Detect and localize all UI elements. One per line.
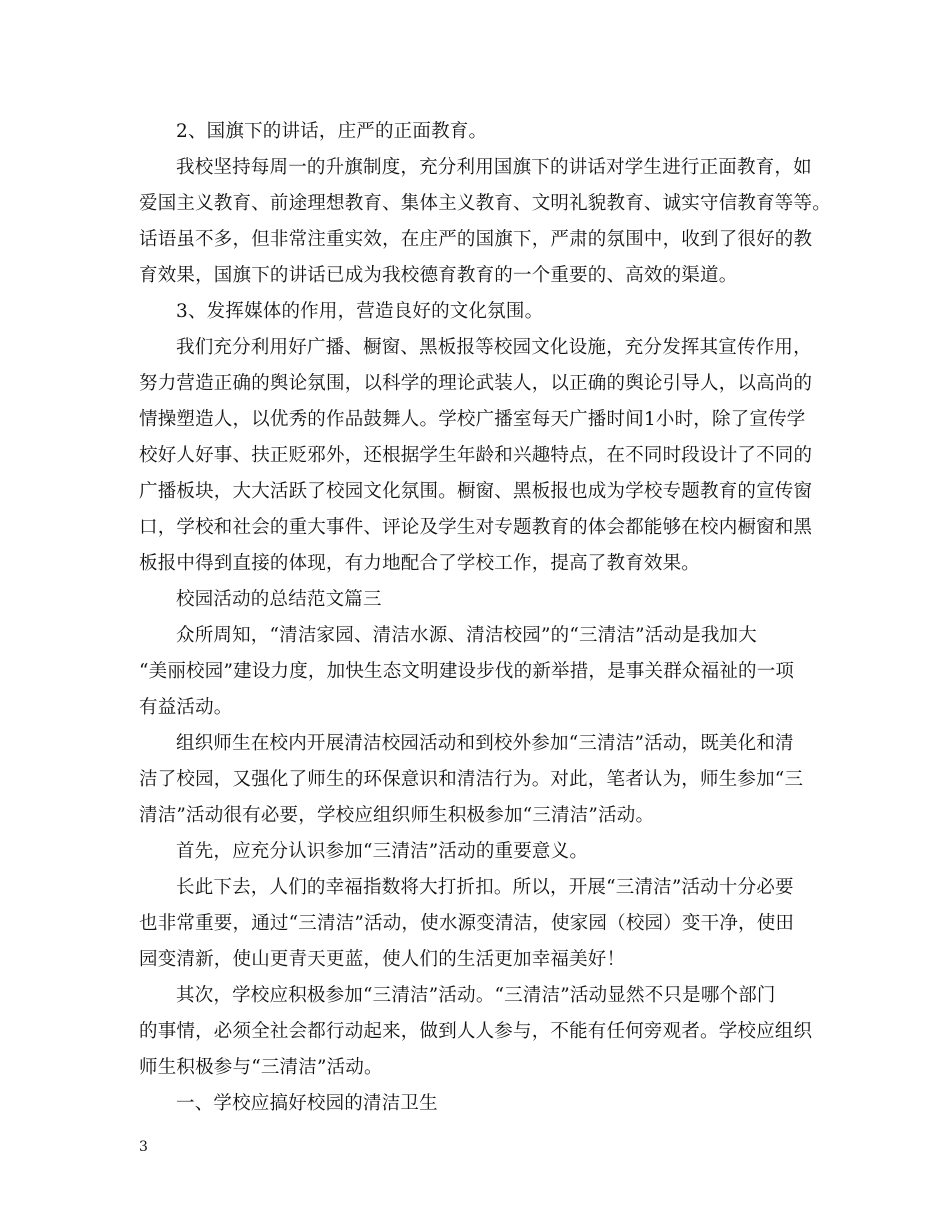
paragraph-line: 板报中得到直接的体现，有力地配合了学校工作，提高了教育效果。 bbox=[139, 553, 701, 574]
section-heading: 3、发挥媒体的作用，营造良好的文化氛围。 bbox=[176, 301, 544, 322]
paragraph-line: 洁了校园，又强化了师生的环保意识和清洁行为。对此，笔者认为，师生参加“三 bbox=[139, 769, 804, 790]
paragraph-line: 校好人好事、扶正贬邪外，还根据学生年龄和兴趣特点，在不同时段设计了不同的 bbox=[139, 445, 813, 466]
paragraph-line: 有益活动。 bbox=[139, 697, 233, 718]
article-title: 校园活动的总结范文篇三 bbox=[176, 589, 382, 610]
paragraph-line: 组织师生在校内开展清洁校园活动和到校外参加“三清洁”活动，既美化和清 bbox=[176, 733, 794, 754]
paragraph-line: 长此下去，人们的幸福指数将大打折扣。所以，开展“三清洁”活动十分必要 bbox=[176, 877, 794, 898]
paragraph-line: 我们充分利用好广播、橱窗、黑板报等校园文化设施，充分发挥其宣传作用， bbox=[176, 337, 812, 358]
paragraph-line: 师生积极参与“三清洁”活动。 bbox=[139, 1057, 383, 1078]
paragraph-line: 育效果，国旗下的讲话已成为我校德育教育的一个重要的、高效的渠道。 bbox=[139, 265, 738, 286]
paragraph-line: 清洁”活动很有必要，学校应组织师生积极参加“三清洁”活动。 bbox=[139, 805, 655, 826]
paragraph-line: 众所周知，“清洁家园、清洁水源、清洁校园”的“三清洁”活动是我加大 bbox=[176, 625, 757, 646]
paragraph-line: 努力营造正确的舆论氛围，以科学的理论武装人，以正确的舆论引导人，以高尚的 bbox=[139, 373, 813, 394]
paragraph-line: 话语虽不多，但非常注重实效，在庄严的国旗下，严肃的氛围中，收到了很好的教 bbox=[139, 229, 813, 250]
section-heading: 一、学校应搞好校园的清洁卫生 bbox=[176, 1093, 438, 1114]
paragraph-line: 情操塑造人，以优秀的作品鼓舞人。学校广播室每天广播时间1小时，除了宣传学 bbox=[139, 409, 806, 430]
section-heading: 2、国旗下的讲话，庄严的正面教育。 bbox=[176, 121, 488, 142]
paragraph-line: 园变清新，使山更青天更蓝，使人们的生活更加幸福美好！ bbox=[139, 949, 626, 970]
paragraph-line: 其次，学校应积极参加“三清洁”活动。“三清洁”活动显然不只是哪个部门 bbox=[176, 985, 776, 1006]
paragraph-line: 我校坚持每周一的升旗制度，充分利用国旗下的讲话对学生进行正面教育，如 bbox=[176, 157, 812, 178]
paragraph-line: 口，学校和社会的重大事件、评论及学生对专题教育的体会都能够在校内橱窗和黑 bbox=[139, 517, 813, 538]
paragraph-line: 也非常重要，通过“三清洁”活动，使水源变清洁，使家园（校园）变干净，使田 bbox=[139, 913, 795, 934]
paragraph-line: 首先，应充分认识参加“三清洁”活动的重要意义。 bbox=[176, 841, 589, 862]
paragraph-line: 广播板块，大大活跃了校园文化氛围。橱窗、黑板报也成为学校专题教育的宣传窗 bbox=[139, 481, 813, 502]
paragraph-line: 爱国主义教育、前途理想教育、集体主义教育、文明礼貌教育、诚实守信教育等等。 bbox=[139, 193, 831, 214]
paragraph-line: 的事情，必须全社会都行动起来，做到人人参与，不能有任何旁观者。学校应组织 bbox=[139, 1021, 813, 1042]
paragraph-line: “美丽校园”建设力度，加快生态文明建设步伐的新举措，是事关群众福祉的一项 bbox=[139, 661, 795, 682]
page-number: 3 bbox=[139, 1139, 148, 1155]
